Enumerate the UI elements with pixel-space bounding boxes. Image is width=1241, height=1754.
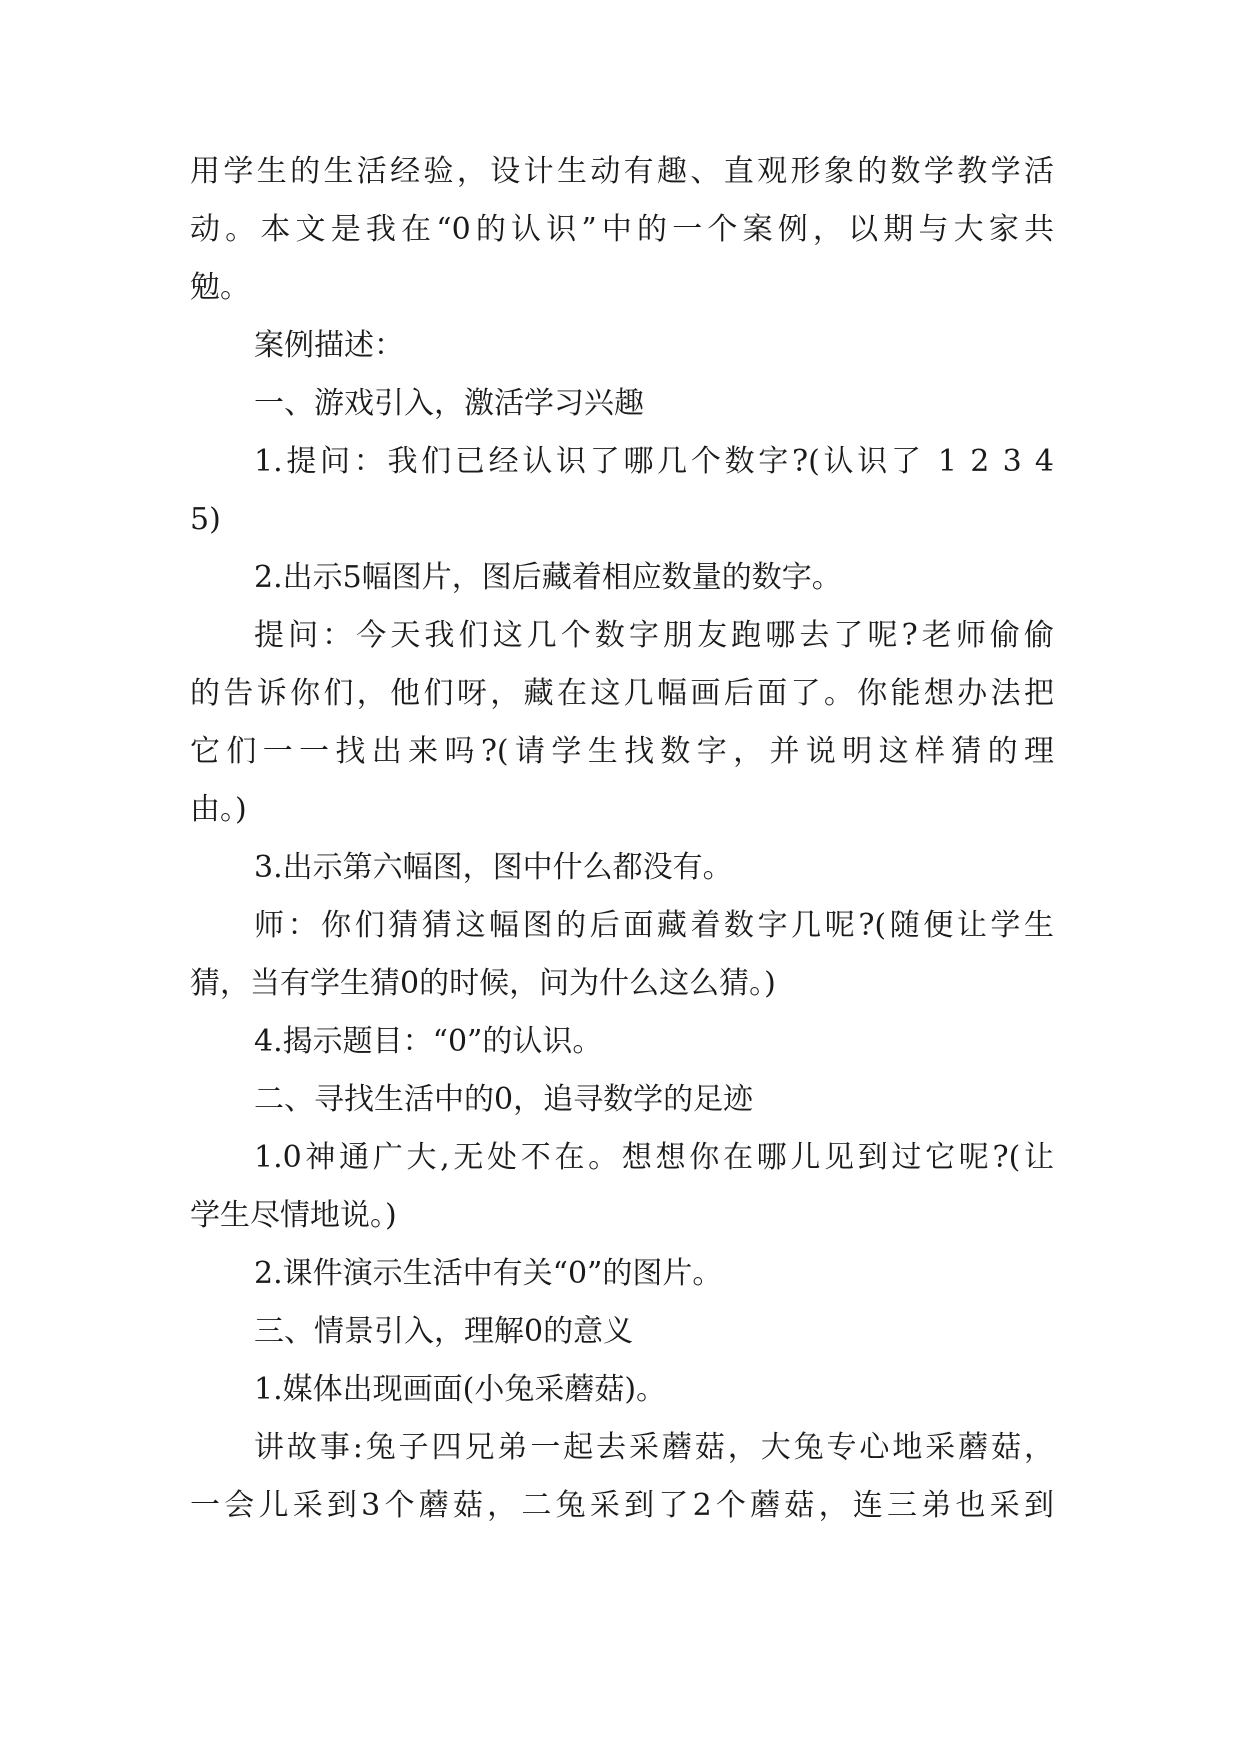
text-line: 一会儿采到3个蘑菇，二兔采到了2个蘑菇，连三弟也采到 [190, 1488, 1054, 1523]
section-label: 案例描述： [254, 328, 404, 363]
text-line: 提问：今天我们这几个数字朋友跑哪去了呢?老师偷偷 [254, 618, 1054, 653]
text-line: 用学生的生活经验，设计生动有趣、直观形象的数学教学活 [190, 154, 1054, 189]
text-line: 它们一一找出来吗?(请学生找数字，并说明这样猜的理 [190, 734, 1054, 769]
text-line: 的告诉你们，他们呀，藏在这几幅画后面了。你能想办法把 [190, 676, 1054, 711]
section-heading: 三、情景引入，理解0的意义 [254, 1314, 634, 1349]
text-line: 5) [190, 502, 221, 537]
text-line: 学生尽情地说。) [190, 1198, 397, 1233]
text-line: 师：你们猜猜这幅图的后面藏着数字几呢?(随便让学生 [254, 908, 1054, 943]
text-line: 2.课件演示生活中有关“0”的图片。 [254, 1256, 723, 1291]
text-line: 4.揭示题目：“0”的认识。 [254, 1024, 603, 1059]
text-line: 讲故事:兔子四兄弟一起去采蘑菇，大兔专心地采蘑菇， [254, 1430, 1054, 1465]
text-line: 勉。 [190, 270, 250, 305]
text-line: 1.媒体出现画面(小兔采蘑菇)。 [254, 1372, 667, 1407]
text-line: 1.0神通广大,无处不在。想想你在哪儿见到过它呢?(让 [254, 1140, 1054, 1175]
section-heading: 二、寻找生活中的0，追寻数学的足迹 [254, 1082, 754, 1117]
text-line: 猜，当有学生猜0的时候，问为什么这么猜。) [190, 966, 776, 1001]
text-line: 1.提问：我们已经认识了哪几个数字?(认识了 1 2 3 4 [254, 444, 1054, 479]
section-heading: 一、游戏引入，激活学习兴趣 [254, 386, 644, 421]
text-line: 由。) [190, 792, 247, 827]
text-line: 2.出示5幅图片，图后藏着相应数量的数字。 [254, 560, 842, 595]
text-line: 动。本文是我在“0的认识”中的一个案例，以期与大家共 [190, 212, 1054, 247]
text-line: 3.出示第六幅图，图中什么都没有。 [254, 850, 733, 885]
